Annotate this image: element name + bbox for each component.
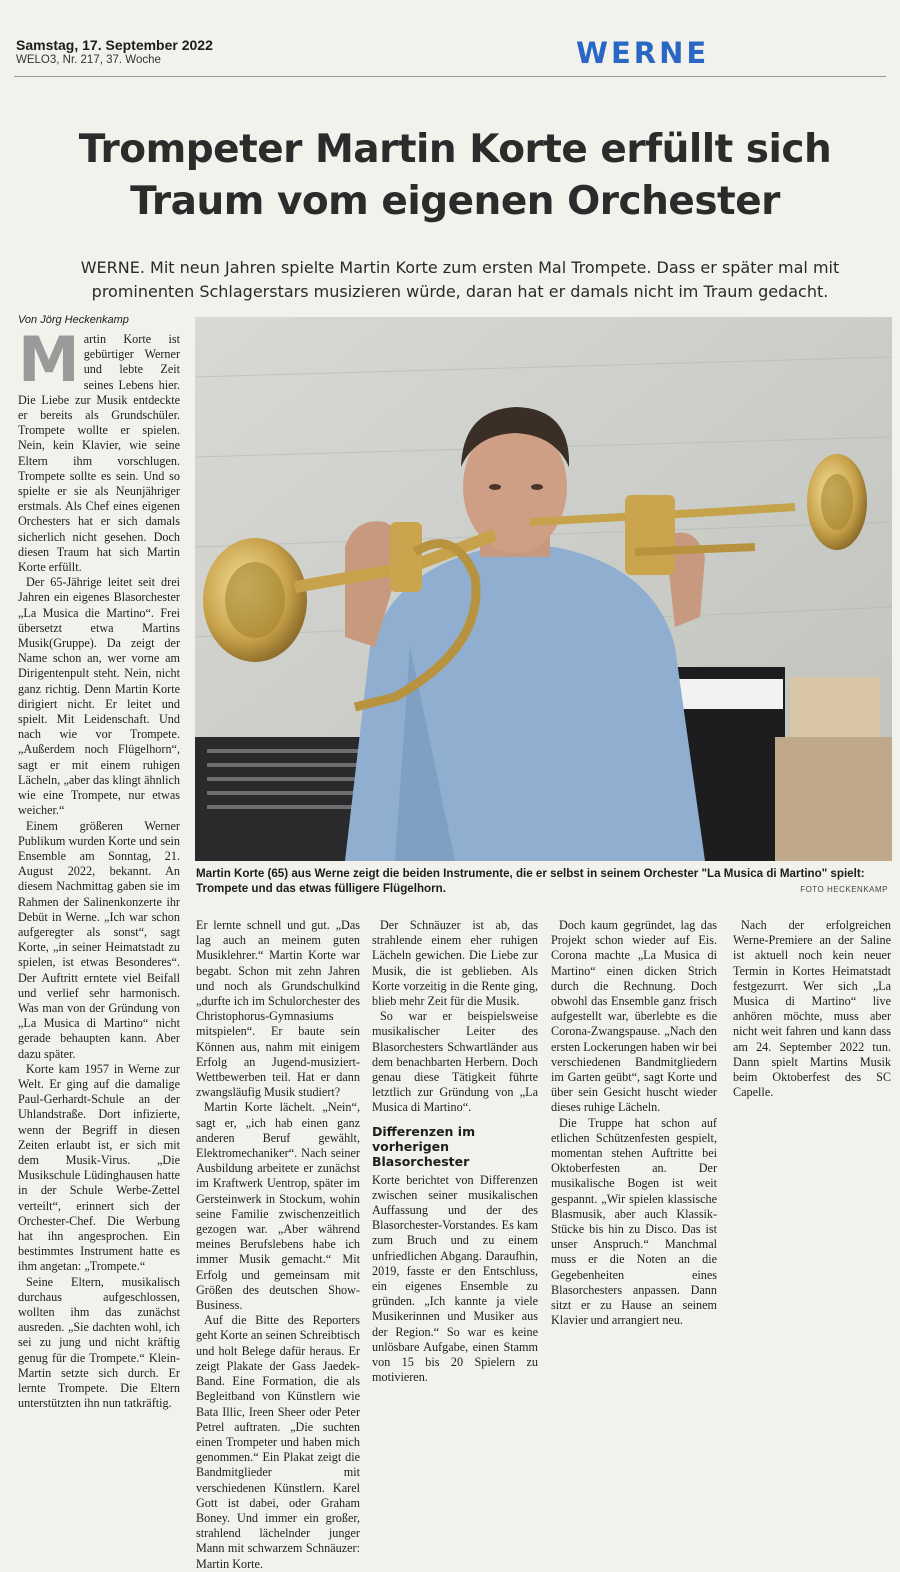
text-column-4 <box>551 918 717 1394</box>
subheading: Differenzen im vorherigen Blasorchester <box>372 1123 476 1169</box>
article-photo <box>195 317 892 861</box>
dateline <box>16 38 213 68</box>
paragraph: Korte berichtet von Differenzen zwischen seiner musikalischen Auffassung und der des Blasorchester-Vorstandes. Es kam zum Bruch und zu einem unfriedlichen Abgang. Daraufhin, 2019, fasste er den Entschluss, ein eigenes Ensemble zu gründen. „Ich kannte ja viele Musikerinnen und Musiker aus der Region.“ So war es keine unlösbare Aufgabe, einen Stamm von 15 bis 20 Spielern zu motivieren. <box>372 1172 538 1385</box>
issue-date: Samstag, 17. September 2022 <box>16 37 213 53</box>
paragraph: Er lernte schnell und gut. „Das lag auch an meinem guten Musiklehrer.“ Martin Korte war begabt. Schon mit zehn Jahren und noch als Grundschulkind „durfte ich im Schulorchester des Christophorus-Gymnasiums mitspielen“. Er baute sein Können aus, nahm mit einigem Erfolg an Jugend-musiziert-Wettbewerben teil. Hat er dann zwangsläufig Musik studiert? <box>196 918 360 1100</box>
section-title: WERNE <box>576 36 710 70</box>
paragraph: So war er beispielsweise musikalischer Leiter des Blasorchesters Schwartländer aus dem benachbarten Herbern. Doch genau diese Tätigkeit führte letztlich zur Gründung von „La Musica di Martino“. <box>372 1009 538 1115</box>
paragraph: Korte kam 1957 in Werne zur Welt. Er ging auf die damalige Paul-Gerhardt-Schule an der Uhlandstraße. Dort infizierte, wenn der Begriff in diesen Zeiten erlaubt ist, er sich mit dem Musik-Virus. „Die Musikschule Lüdinghausen hatte in der Schule Werbe-Zettel verteilt“, erinnert sich der Orchester-Chef. Die Werbung hat ihn angesprochen. Ein bestimmtes Instrument hatte es ihm angetan: „Trompete.“ <box>18 1061 180 1274</box>
paragraph: Martin Korte lächelt. „Nein“, sagt er, „ich hab einen ganz anderen Beruf gewählt, Elektromechaniker“. Nach seiner Ausbildung arbeitete er zunächst im Kraftwerk Uentrop, später im Gersteinwerk in Stockum, wohin seine Familie zwischenzeitlich gezogen war. „Aber während meines Berufslebens habe ich immer Musik gemacht.“ Mit Erfolg und gemeinsam mit Größen des deutschen Show-Business. <box>196 1100 360 1313</box>
headline-line-2: Traum vom eigenen Orchester <box>130 179 780 224</box>
text-column-1 <box>18 323 180 1411</box>
headline-line-1: Trompeter Martin Korte erfüllt sich <box>78 127 832 172</box>
paragraph: Die Truppe hat schon auf etlichen Schützenfesten gespielt, momentan stehen Auftritte bei Oktoberfesten an. Der musikalische Bogen ist weit gespannt. „Wir spielen klassische Blasmusik, aber auch Klassik-Stücke bis hin zu Disco. Das ist unser Anspruch.“ Manchmal muss er die Noten an die Gegebenheiten eines Blasorchesters anpassen. Dann sitzt er zu Hause an seinem Klavier und arrangiert neu. <box>551 1115 717 1328</box>
paragraph: Auf die Bitte des Reporters geht Korte an seinen Schreibtisch und holt Belege dafür heraus. Er zeigt Plakate der Gass Jaedek-Band. Eine Formation, die als Begleitband von Künstlern wie Bata Illic, Ireen Sheer oder Peter Petrel auftraten. „Die suchten einen Trompeter und haben mich genommen.“ Ein Plakat zeigt die Bandmitglieder mit verschiedenen Künstlern. Karel Gott ist dabei, oder Graham Boney. Und immer ein großer, strahlend lächelnder junger Mann mit schwarzem Schnäuzer: Martin Korte. <box>196 1313 360 1571</box>
paragraph: Doch kaum gegründet, lag das Projekt schon wieder auf Eis. Corona machte „La Musica di Martino“ einen dicken Strich durch die Rechnung. Doch obwohl das Ensemble ganz frisch aufgestellt war, überlebte es die Corona-Zwangspause. „Nach den ersten Lockerungen haben wir bei verschiedenen Bandmitgliedern im Garten geübt“, sagt Korte und über sein Gesicht huscht wieder dieses ruhige Lächeln. <box>551 918 717 1115</box>
text-column-2 <box>196 918 360 1571</box>
drop-cap: M <box>18 323 80 396</box>
photo-caption: Martin Korte (65) aus Werne zeigt die beiden Instrumente, die er selbst in seinem Orchester "La Musica di Martino" spielt: Trompete und das etwas fülligere Flügelhorn. <box>196 867 865 895</box>
text-column-5 <box>733 918 891 1188</box>
photo-credit: FOTO HECKENKAMP <box>800 885 888 894</box>
paragraph: Einem größeren Werner Publikum wurden Korte und sein Ensemble am Sonntag, 21. August 2022, bekannt. An diesem Nachmittag gaben sie im Rahmen der Salinenkonzerte ihr Debüt in Werne. „Ich war schon aufgeregter als sonst“, sagt Korte, „in seiner Heimatstadt zu spielen, ist etwas Besonderes“. Der Auftritt erntete viel Beifall und verlief sehr harmonisch. Was man von der Gründung von „La Musica di Martino“ nicht gerade behaupten kann. Aber dazu später. <box>18 818 180 1061</box>
paragraph: Seine Eltern, musikalisch durchaus aufgeschlossen, wollten ihm das zunächst ausreden. „Sie dachten wohl, ich sei zu jung und nicht kräftig genug für die Trompete.“ Klein-Martin setzte sich durch. Er lernte Trompete. Die Eltern unterstützten ihn nun tatkräftig. <box>18 1274 180 1411</box>
lead-paragraph: WERNE. Mit neun Jahren spielte Martin Korte zum ersten Mal Trompete. Dass er später mal mit prominenten Schlagerstars musizieren würde, daran hat er damals nicht im Traum gedacht. <box>80 258 840 301</box>
paragraph: Der 65-Jährige leitet seit drei Jahren ein eigenes Blasorchester „La Musica die Martino“. Frei übersetzt etwa Martins Musik(Gruppe). Da zeigt der Name schon an, wer vorne am Dirigentenpult steht. Nein, nicht ganz richtig. Denn Martin Korte dirigiert nicht. Er leitet und spielt. Mit Leidenschaft. Und nach wie vor Trompete. „Außerdem noch Flügelhorn“, sagt er mit einem ruhigen Lächeln, „aber das klingt ähnlich wie eine Trompete, nur etwas weicher.“ <box>18 575 180 818</box>
trumpeter-photo <box>195 317 892 861</box>
header-rule <box>14 76 886 77</box>
paragraph: Der Schnäuzer ist ab, das strahlende einem eher ruhigen Lächeln gewichen. Die Liebe zur Musik, die ist geblieben. Als Korte vorzeitig in die Rente ging, blieb mehr Zeit für die Musik. <box>372 918 538 1009</box>
text-column-3 <box>372 918 538 1394</box>
headline <box>20 124 890 228</box>
edition-info: WELO3, Nr. 217, 37. Woche <box>16 54 161 66</box>
paragraph: Martin Korte ist gebürtiger Werner und lebte Zeit seines Lebens hier. Die Liebe zur Musik entdeckte er bereits als Grundschüler. Trompete wollte er spielen. Nein, kein Klavier, wie seine Eltern ihm vorschlugen. Trompete sollte es sein. Und so spielte er sie als Neunjähriger erstmals. Als Chef eines eigenen Orchesters hat er sich damals sicherlich nicht gesehen. Doch diesen Traum hat sich Martin Korte erfüllt. <box>18 323 180 575</box>
paragraph: Nach der erfolgreichen Werne-Premiere an der Saline ist aktuell noch kein neuer Termin in Kortes Heimatstadt festgezurrt. Wer sich „La Musica di Martino“ live anhören möchte, muss aber nicht weit fahren und kann dass am 24. September 2022 tun. Dann spielt Martins Musik beim Oktoberfest des SC Capelle. <box>733 918 891 1100</box>
byline: Von Jörg Heckenkamp <box>18 314 129 326</box>
